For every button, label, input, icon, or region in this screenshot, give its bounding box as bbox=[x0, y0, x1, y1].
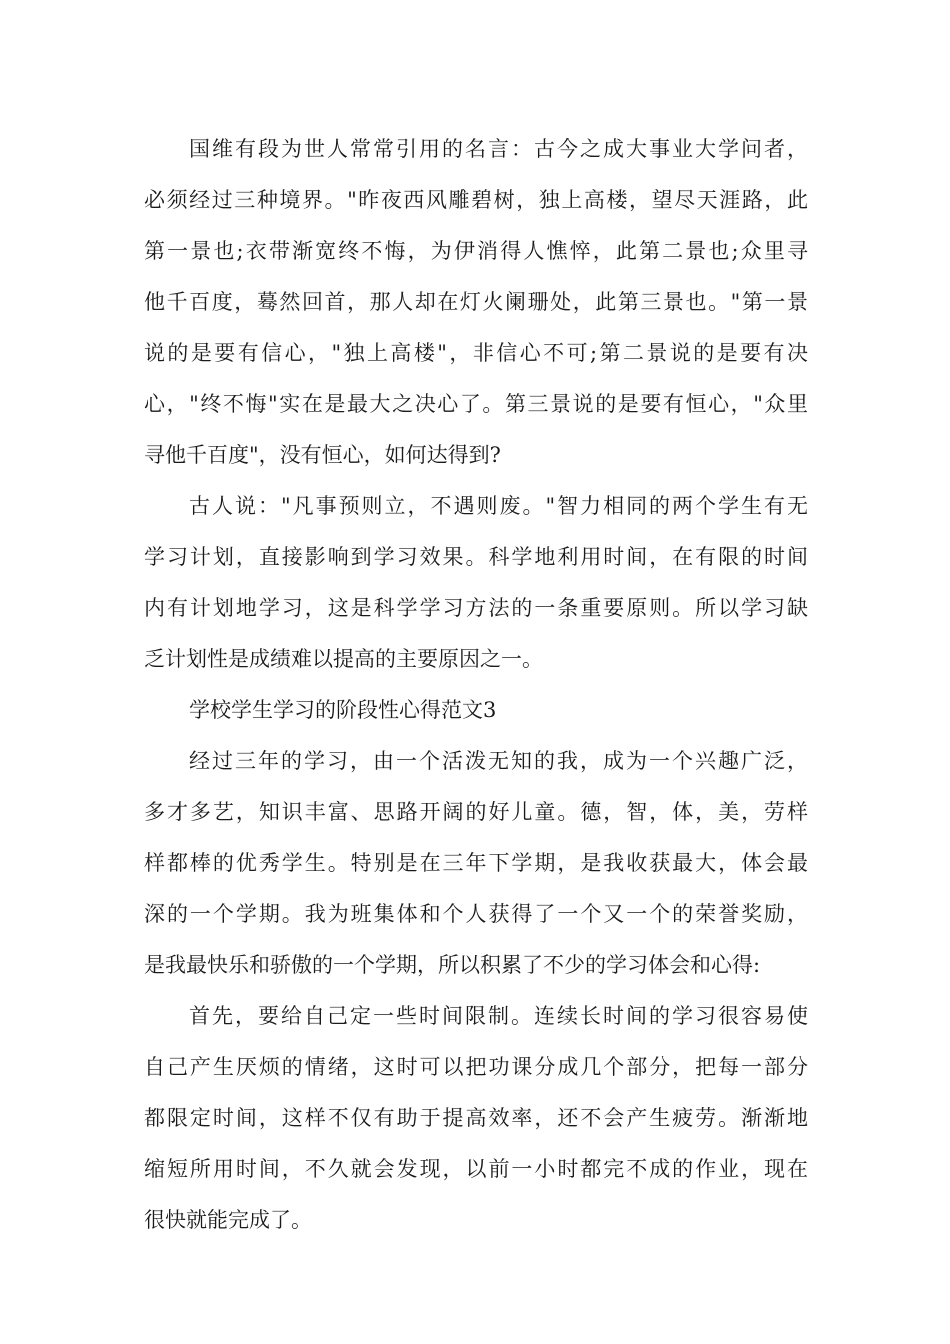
text-line: 乏计划性是成绩难以提高的主要原因之一。 bbox=[144, 647, 543, 671]
text-line: 自己产生厌烦的情绪，这时可以把功课分成几个部分，把每一部分 bbox=[144, 1055, 808, 1079]
paragraph-three-years bbox=[144, 736, 808, 991]
section-heading bbox=[144, 685, 808, 736]
document-body bbox=[144, 124, 808, 1246]
text-line: 他千百度，蓦然回首，那人却在灯火阑珊处，此第三景也。"第一景 bbox=[144, 290, 808, 314]
text-line: 说的是要有信心，"独上高楼"，非信心不可;第二景说的是要有决 bbox=[144, 341, 808, 365]
text-line: 经过三年的学习，由一个活泼无知的我，成为一个兴趣广泛， bbox=[189, 749, 808, 773]
text-line: 内有计划地学习，这是科学学习方法的一条重要原则。所以学习缺 bbox=[144, 596, 808, 620]
text-line: 是我最快乐和骄傲的一个学期，所以积累了不少的学习体会和心得: bbox=[144, 953, 761, 977]
text-line: 都限定时间，这样不仅有助于提高效率，还不会产生疲劳。渐渐地 bbox=[144, 1106, 808, 1130]
text-line: 缩短所用时间，不久就会发现，以前一小时都完不成的作业，现在 bbox=[144, 1157, 808, 1181]
paragraph-three-realms bbox=[144, 124, 808, 481]
paragraph-time-limit bbox=[144, 991, 808, 1246]
text-line: 国维有段为世人常常引用的名言：古今之成大事业大学问者， bbox=[189, 137, 808, 161]
paragraph-study-plan bbox=[144, 481, 808, 685]
text-line: 深的一个学期。我为班集体和个人获得了一个又一个的荣誉奖励， bbox=[144, 902, 808, 926]
text-line: 样都棒的优秀学生。特别是在三年下学期，是我收获最大，体会最 bbox=[144, 851, 808, 875]
text-line: 很快就能完成了。 bbox=[144, 1208, 312, 1232]
text-line: 寻他千百度"，没有恒心，如何达得到? bbox=[144, 443, 501, 467]
text-line: 第一景也;衣带渐宽终不悔，为伊消得人憔悴，此第二景也;众里寻 bbox=[144, 239, 808, 263]
text-line: 学校学生学习的阶段性心得范文3 bbox=[189, 698, 497, 722]
text-line: 首先，要给自己定一些时间限制。连续长时间的学习很容易使 bbox=[189, 1004, 808, 1028]
text-line: 心，"终不悔"实在是最大之决心了。第三景说的是要有恒心，"众里 bbox=[144, 392, 808, 416]
text-line: 多才多艺，知识丰富、思路开阔的好儿童。德，智，体，美，劳样 bbox=[144, 800, 808, 824]
text-line: 必须经过三种境界。"昨夜西风雕碧树，独上高楼，望尽天涯路，此 bbox=[144, 188, 808, 212]
text-line: 学习计划，直接影响到学习效果。科学地利用时间，在有限的时间 bbox=[144, 545, 808, 569]
text-line: 古人说："凡事预则立，不遇则废。"智力相同的两个学生有无 bbox=[189, 494, 808, 518]
